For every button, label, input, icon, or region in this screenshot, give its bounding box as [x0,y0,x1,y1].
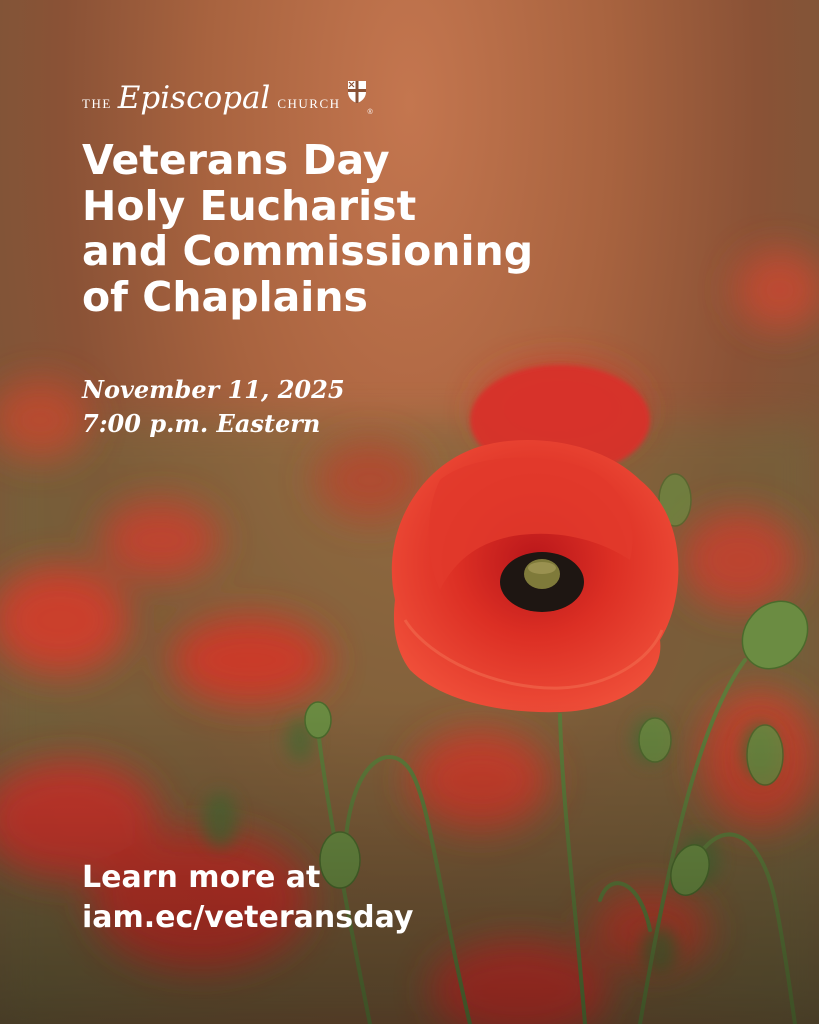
event-title [82,138,682,320]
main-poppy [392,440,679,712]
episcopal-shield-icon [347,80,367,104]
episcopal-church-logo [82,80,373,116]
brand-the: THE [82,96,112,111]
title-line-4: of Chaplains [82,272,368,321]
registered-mark: ® [367,109,373,116]
title-line-1: Veterans Day [82,136,390,184]
event-datetime [82,373,345,441]
brand-church: CHURCH [277,96,341,111]
learn-more-label: Learn more at [82,860,321,895]
brand-episcopal: Episcopal [117,80,271,116]
learn-more-url[interactable]: iam.ec/veteransday [82,900,414,935]
title-line-2: Holy Eucharist [82,181,417,230]
learn-more [82,858,413,938]
event-date: November 11, 2025 [82,375,345,404]
title-line-3: and Commissioning [82,227,534,275]
event-time: 7:00 p.m. Eastern [82,409,321,438]
